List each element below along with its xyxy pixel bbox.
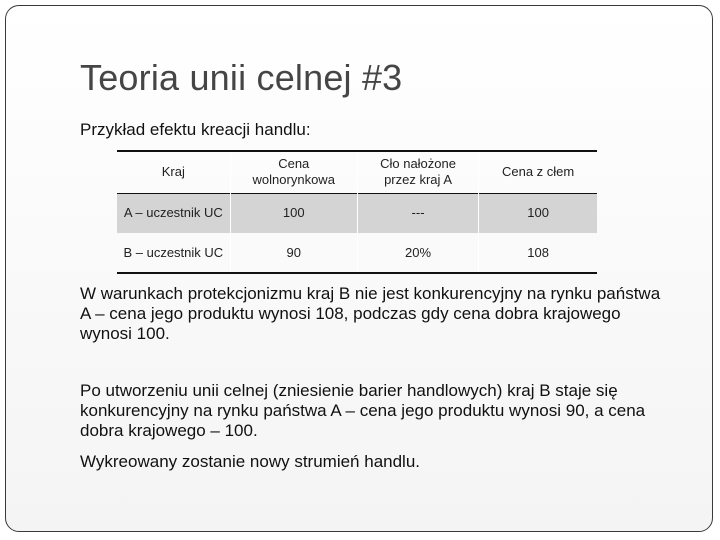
table-cell: 20% xyxy=(357,233,478,273)
paragraph-customs-union: Po utworzeniu unii celnej (zniesienie barier handlowych) kraj B staje się konkurencyjny na rynku państwa A – cena jego produktu wynosi 90, a cena dobra krajowego – 100. xyxy=(80,381,646,440)
slide-title: Teoria unii celnej #3 xyxy=(80,57,403,98)
paragraph-protectionism: W warunkach protekcjonizmu kraj B nie jest konkurencyjny na rynku państwa A – cena jego produktu wynosi 108, podczas gdy cena dobra krajowego wynosi 100. xyxy=(80,284,661,343)
header-cena-wolnorynkowa: Cena wolnorynkowa xyxy=(230,151,357,193)
table-cell: 90 xyxy=(230,233,357,273)
table-cell: A – uczestnik UC xyxy=(117,193,230,233)
table-row xyxy=(117,193,597,233)
header-kraj: Kraj xyxy=(117,151,230,193)
slide-subtitle: Przykład efektu kreacji handlu: xyxy=(80,120,311,139)
table-header-row xyxy=(117,151,597,193)
table-cell: B – uczestnik UC xyxy=(117,233,230,273)
comparison-table xyxy=(117,150,597,274)
table-row xyxy=(117,233,597,273)
paragraph-trade-creation: Wykreowany zostanie nowy strumień handlu. xyxy=(80,452,421,471)
table-cell: 100 xyxy=(479,193,597,233)
header-cena-z-clem: Cena z cłem xyxy=(501,164,575,180)
table-cell: 100 xyxy=(230,193,357,233)
header-clo: Cło nałożone przez kraj A xyxy=(357,151,478,193)
table-cell: --- xyxy=(357,193,478,233)
table-cell: 108 xyxy=(527,244,549,260)
